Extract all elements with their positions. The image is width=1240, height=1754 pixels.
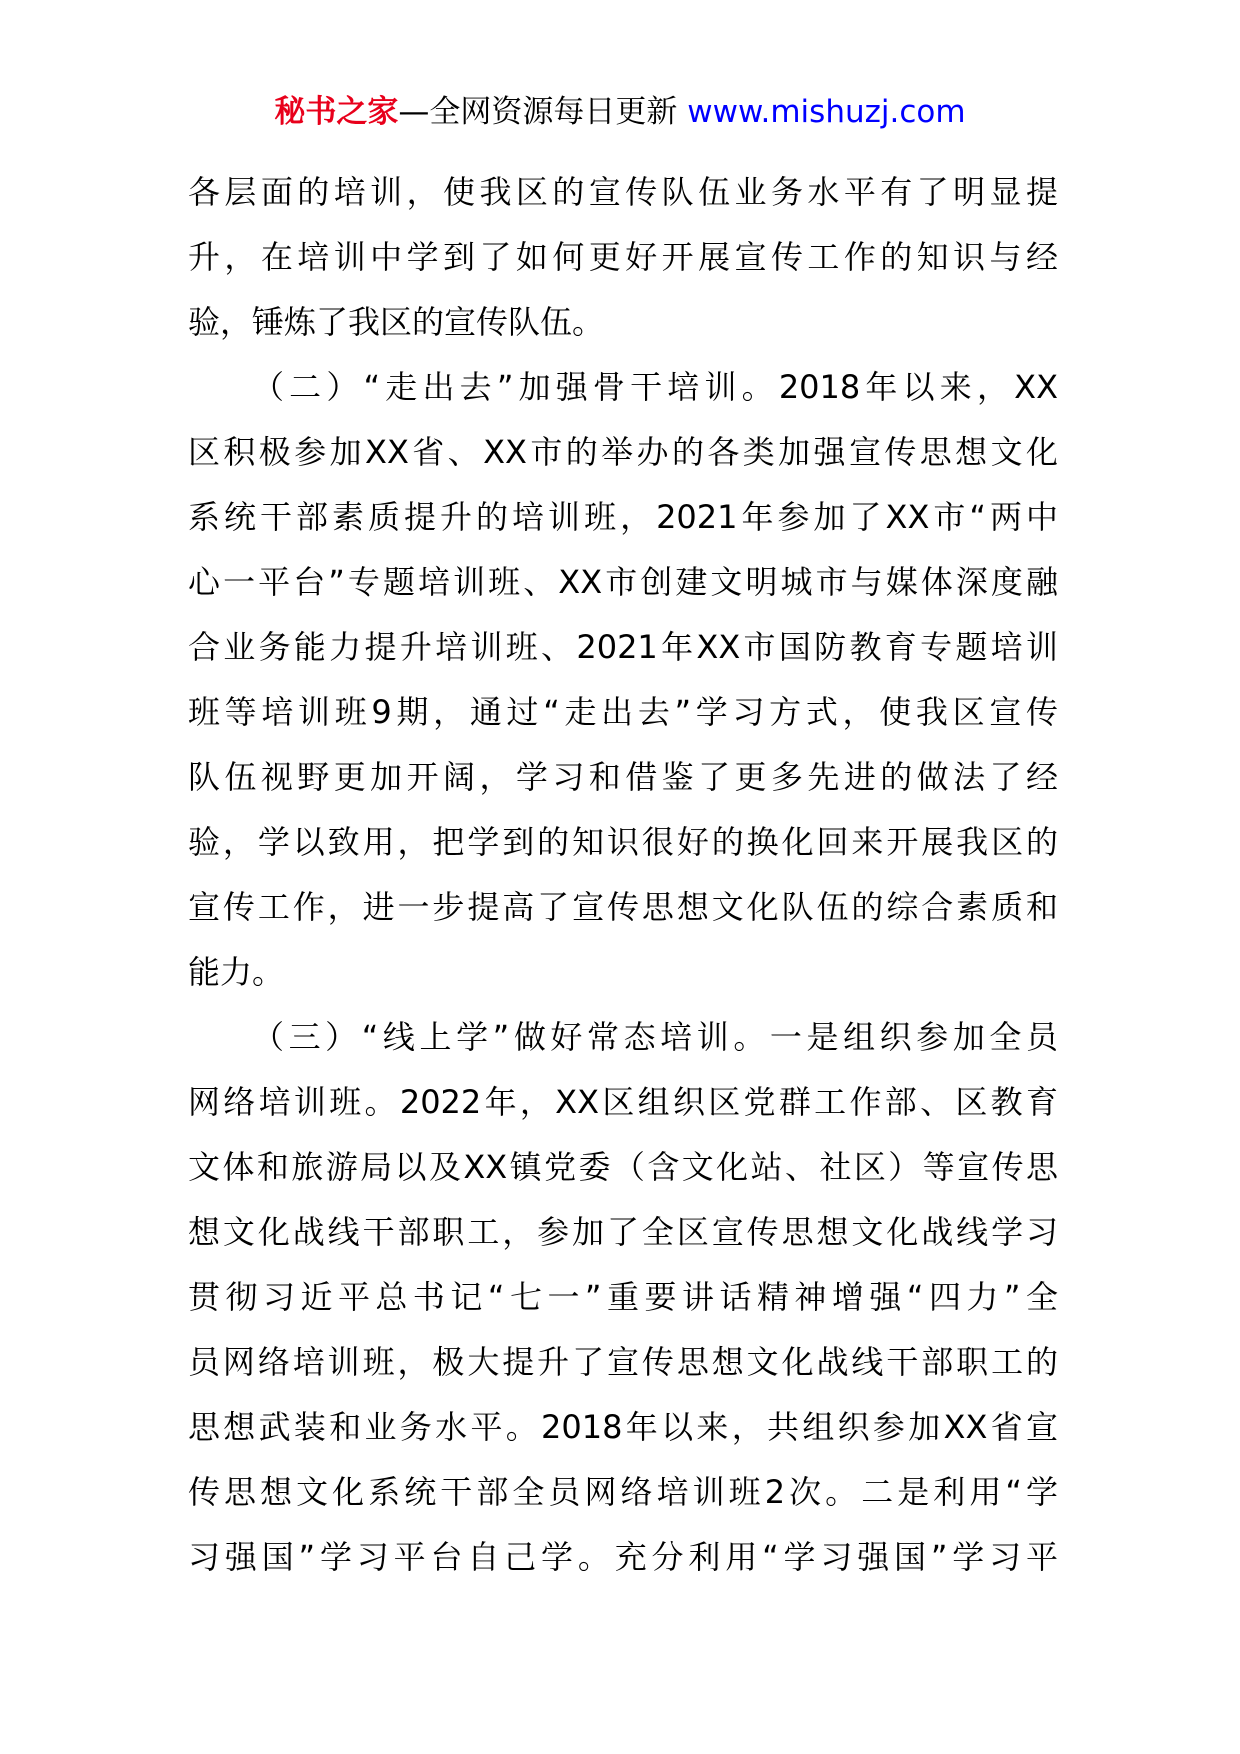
document-body (188, 160, 1058, 1590)
header-url-link[interactable]: www.mishuzj.com (687, 94, 966, 130)
header-brand: 秘书之家 (274, 94, 399, 130)
paragraph-first-line: （三）“线上学”做好常态培训。一是组织参加全员 (252, 1018, 1058, 1056)
header-tagline: —全网资源每日更新 (398, 94, 688, 130)
text-line: 传思想文化系统干部全员网络培训班2次。二是利用“学 (188, 1473, 1058, 1511)
text-line: 能力。 (188, 953, 285, 991)
text-line: 员网络培训班，极大提升了宣传思想文化战线干部职工的 (188, 1343, 1058, 1381)
text-line: 系统干部素质提升的培训班，2021年参加了XX市“两中 (188, 498, 1058, 536)
text-line: 区积极参加XX省、XX市的举办的各类加强宣传思想文化 (188, 433, 1058, 471)
paragraph-first-line: （二）“走出去”加强骨干培训。2018年以来，XX (252, 368, 1058, 406)
text-line: 验，锤炼了我区的宣传队伍。 (188, 303, 605, 341)
text-line: 思想武装和业务水平。2018年以来，共组织参加XX省宣 (188, 1408, 1058, 1446)
text-line: 想文化战线干部职工，参加了全区宣传思想文化战线学习 (188, 1213, 1058, 1251)
text-line: 宣传工作，进一步提高了宣传思想文化队伍的综合素质和 (188, 888, 1058, 926)
text-line: 各层面的培训，使我区的宣传队伍业务水平有了明显提 (188, 173, 1058, 211)
page-header (0, 92, 1240, 132)
text-line: 心一平台”专题培训班、XX市创建文明城市与媒体深度融 (188, 563, 1058, 601)
text-line: 班等培训班9期，通过“走出去”学习方式，使我区宣传 (188, 693, 1058, 731)
text-line: 验，学以致用，把学到的知识很好的换化回来开展我区的 (188, 823, 1058, 861)
text-line: 网络培训班。2022年，XX区组织区党群工作部、区教育 (188, 1083, 1058, 1121)
text-line: 文体和旅游局以及XX镇党委（含文化站、社区）等宣传思 (188, 1148, 1058, 1186)
text-line: 贯彻习近平总书记“七一”重要讲话精神增强“四力”全 (188, 1278, 1058, 1316)
text-line: 队伍视野更加开阔，学习和借鉴了更多先进的做法了经 (188, 758, 1058, 796)
text-line: 升，在培训中学到了如何更好开展宣传工作的知识与经 (188, 238, 1058, 276)
text-line: 合业务能力提升培训班、2021年XX市国防教育专题培训 (188, 628, 1058, 666)
text-line: 习强国”学习平台自己学。充分利用“学习强国”学习平 (188, 1538, 1058, 1576)
